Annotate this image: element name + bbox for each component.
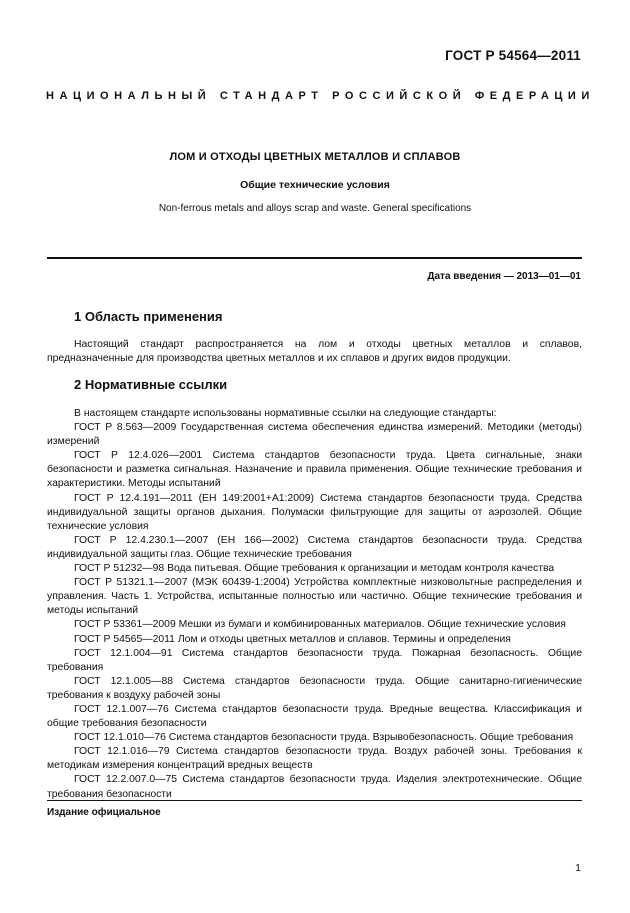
reference-item: ГОСТ Р 51232—98 Вода питьевая. Общие требования к организации и методам контроля качества [74,563,555,575]
reference-item: ГОСТ 12.1.007—76 Система стандартов безопасности труда. Вредные вещества. Классификация и общие требования безопасности [47,703,582,730]
scope-paragraph: Настоящий стандарт распространяется на лом и отходы цветных металлов и сплавов, предназначенные для производства цветных металлов и их сплавов и других видов продукции. [47,339,582,365]
document-subtitle: Общие технические условия [240,179,390,191]
footer-divider [47,800,582,801]
document-title: ЛОМ И ОТХОДЫ ЦВЕТНЫХ МЕТАЛЛОВ И СПЛАВОВ [169,151,461,163]
normative-references-list [47,407,582,802]
reference-item: ГОСТ Р 12.4.191—2011 (ЕН 149:2001+А1:2009) Система стандартов безопасности труда. Средства индивидуальной защиты органов дыхания. Полумаски фильтрующие для защиты от аэрозолей. Общие технические условия [47,492,582,532]
introduction-date: Дата введения — 2013—01—01 [427,271,581,282]
reference-item: ГОСТ 12.1.005—88 Система стандартов безопасности труда. Общие санитарно-гигиенические требования к воздуху рабочей зоны [47,675,582,701]
reference-item: ГОСТ Р 12.4.230.1—2007 (ЕН 166—2002) Система стандартов безопасности труда. Средства индивидуальной защиты глаз. Общие технические требования [47,534,582,560]
national-standard-banner: НАЦИОНАЛЬНЫЙ СТАНДАРТ РОССИЙСКОЙ ФЕДЕРАЦИИ [46,90,595,102]
title-divider [47,257,582,259]
section-1-body [47,338,582,366]
reference-item: ГОСТ 12.1.004—91 Система стандартов безопасности труда. Пожарная безопасность. Общие требования [47,647,582,673]
page-number: 1 [575,862,581,874]
reference-item: ГОСТ 12.1.016—79 Система стандартов безопасности труда. Воздух рабочей зоны. Требования к методикам измерения концентраций вредных веществ [47,746,582,772]
reference-item: ГОСТ Р 8.563—2009 Государственная система обеспечения единства измерений. Методики (методы) измерений [47,422,582,448]
english-title: Non-ferrous metals and alloys scrap and waste. General specifications [158,203,472,214]
references-intro: В настоящем стандарте использованы нормативные ссылки на следующие стандарты: [74,408,497,419]
reference-item: ГОСТ Р 54565—2011 Лом и отходы цветных металлов и сплавов. Термины и определения [74,633,511,645]
document-number: ГОСТ Р 54564—2011 [445,48,581,63]
official-edition-label: Издание официальное [47,807,161,818]
reference-item: ГОСТ Р 12.4.026—2001 Система стандартов безопасности труда. Цвета сигнальные, знаки безопасности и разметка сигнальная. Назначение и правила применения. Общие технические требования и характеристики. Методы испытаний [47,450,582,490]
section-1-heading: 1 Область применения [74,309,223,324]
reference-item: ГОСТ Р 53361—2009 Мешки из бумаги и комбинированных материалов. Общие технические условия [74,619,566,631]
reference-item: ГОСТ 12.2.007.0—75 Система стандартов безопасности труда. Изделия электротехнические. Общие требования безопасности [47,774,582,800]
reference-item: ГОСТ Р 51321.1—2007 (МЭК 60439-1:2004) Устройства комплектные низковольтные распределения и управления. Часть 1. Устройства, испытанные полностью или частично. Общие технические требования и методы испытаний [47,577,582,617]
section-2-heading: 2 Нормативные ссылки [74,377,228,392]
reference-item: ГОСТ 12.1.010—76 Система стандартов безопасности труда. Взрывобезопасность. Общие требования [74,732,574,744]
